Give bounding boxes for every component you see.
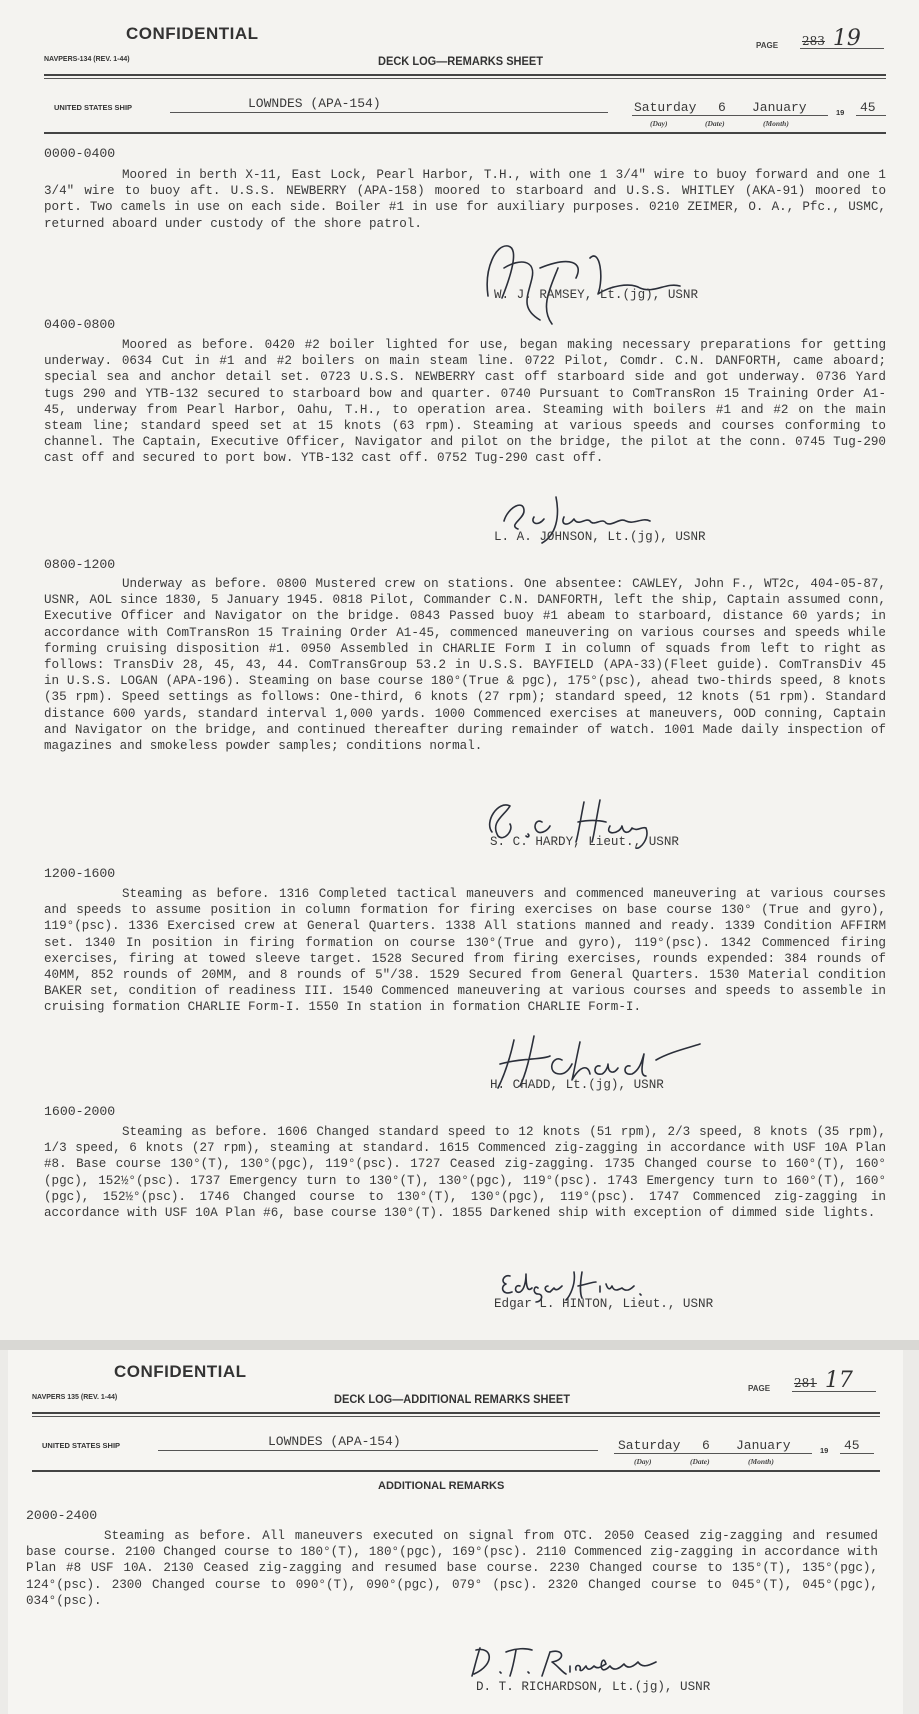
signer-name: Edgar L. HINTON, Lieut., USNR: [494, 1297, 714, 1311]
date-line: [632, 115, 828, 116]
log-date: 6: [718, 100, 726, 115]
year-line: [840, 1453, 874, 1454]
month-caption: (Month): [763, 119, 789, 128]
page-number-new: 17: [824, 1368, 853, 1393]
page-label: PAGE: [756, 41, 779, 50]
confidential-label: CONFIDENTIAL: [114, 1362, 247, 1381]
log-entry: Moored as before. 0420 #2 boiler lighted for use, began making necessary preparations for getting underway. 0634 Cut in #1 and #2 boilers on main steam line. 0722 Pilot, Comdr. C.N. DANFORTH, came aboard; special sea and anchor detail set. 0723 U.S.S. NEWBERRY cast off starboard side and got underway. 0736 Yard tugs 290 and YTB-132 secured to starboard bow and quarter. 0740 Pursuant to ComTransRon 15 Training Order A1-45, underway from Pearl Harbor, Oahu, T.H., to operation area. Steaming with boilers #1 and #2 on the main steam line; standard speed set at 15 knots (63 rpm). Steaming at various speeds and courses conforming to channel. The Captain, Executive Officer, Navigator and pilot on the bridge, the pilot at the conn. 0745 Tug-290 cast off and secured to port bow. YTB-132 cast off. 0752 Tug-290 cast off.: [44, 338, 886, 466]
page-line: [792, 1391, 876, 1392]
log-year: 45: [844, 1438, 860, 1453]
log-entry: Steaming as before. All maneuvers executed on signal from OTC. 2050 Ceased zig-zagging and resumed base course. 2100 Changed course to 180°(T), 180°(pgc), 169°(psc). 2110 Commenced zig-zagging in accordance with Plan #8 USF 10A. 2130 Ceased zig-zagging and resumed base course. 2230 Changed course to 135°(T), 135°(pgc), 124°(psc). 2300 Changed course to 090°(T), 090°(pgc), 079° (psc). 2320 Changed course to 045°(T), 045°(pgc), 034°(psc).: [26, 1529, 878, 1608]
page-number-old: 281: [794, 1376, 817, 1390]
log-entry: Moored in berth X-11, East Lock, Pearl Harbor, T.H., with one 1 3/4" wire to buoy forward and one 1 3/4" wire to buoy aft. U.S.S. NEWBERRY (APA-158) moored to starboard and U.S.S. WHITLEY (AKA-91) moored to port. Two camels in use on each side. Boiler #1 in use for auxiliary purposes. 0210 ZEIMER, O. A., Pfc., USMC, returned aboard under custody of the shore patrol.: [44, 168, 886, 231]
date-caption: (Date): [705, 119, 725, 128]
log-day: Saturday: [618, 1438, 681, 1453]
log-year: 45: [860, 100, 876, 115]
watch-heading: 2000-2400: [26, 1508, 98, 1523]
ship-label: UNITED STATES SHIP: [54, 103, 133, 112]
signer-name: D. T. RICHARDSON, Lt.(jg), USNR: [476, 1680, 711, 1694]
year-prefix: 19: [836, 108, 845, 117]
confidential-label: CONFIDENTIAL: [126, 24, 259, 43]
signer-name: S. C. HARDY, Lieut., USNR: [490, 835, 679, 849]
form-number: NAVPERS-134 (REV. 1-44): [44, 56, 130, 63]
page-number-old: 283: [802, 34, 825, 48]
log-day: Saturday: [634, 100, 697, 115]
date-rule: [44, 132, 886, 134]
watch-heading: 0800-1200: [44, 557, 116, 572]
signature-richardson: [466, 1640, 666, 1684]
ship-line: [158, 1450, 598, 1451]
date-rule: [32, 1470, 880, 1472]
month-caption: (Month): [748, 1457, 774, 1466]
page-number-new: 19: [832, 26, 861, 51]
day-caption: (Day): [650, 119, 668, 128]
ship-name: LOWNDES (APA-154): [268, 1434, 401, 1449]
year-line: [856, 115, 886, 116]
ship-line: [170, 112, 608, 113]
year-prefix: 19: [820, 1446, 829, 1455]
header-rule-thin: [44, 78, 886, 79]
log-month: January: [752, 100, 807, 115]
section-heading: ADDITIONAL REMARKS: [378, 1480, 505, 1492]
page-number: [794, 1368, 853, 1393]
page-label: PAGE: [748, 1384, 771, 1393]
log-entry: Steaming as before. 1606 Changed standard speed to 12 knots (51 rpm), 2/3 speed, 8 knots (35 rpm), 1/3 speed, 6 knots (27 rpm), steaming at standard. 1615 Commenced zig-zagging in accordance with USF 10A Plan #8. Base course 130°(T), 130°(pgc), 119°(psc). 1727 Ceased zig-zagging. 1735 Changed course to 160°(T), 160°(pgc), 152½°(psc). 1737 Emergency turn to 130°(T), 130°(pgc), 119°(psc). 1743 Emergency turn to 160°(T), 160°(pgc), 152½°(psc). 1746 Changed course to 130°(T), 130°(pgc), 119°(psc). 1747 Commenced zig-zagging in accordance with USF 10A Plan #6, base course 130°(T). 1855 Darkened ship with exception of dimmed side lights.: [44, 1125, 886, 1221]
watch-heading: 0000-0400: [44, 146, 116, 161]
watch-heading: 1200-1600: [44, 866, 116, 881]
sheet-title: DECK LOG—ADDITIONAL REMARKS SHEET: [334, 1392, 570, 1406]
signer-name: W. J. RAMSEY, Lt.(jg), USNR: [494, 288, 699, 302]
header-rule-thin: [32, 1416, 880, 1417]
log-entry: Steaming as before. 1316 Completed tactical maneuvers and commenced maneuvering at various courses and speeds to assume position in column formation for firing exercises on base course 130° (True and gyro), 119°(psc). 1336 Exercised crew at General Quarters. 1338 All stations manned and ready. 1339 Condition AFFIRM set. 1340 In position in firing formation on course 130°(True and gyro), 119°(psc). 1342 Commenced firing exercises, firing at towed sleeve target. 1528 Secured from firing exercises, rounds expended: 384 rounds of 40MM, 852 rounds of 20MM, and 8 rounds of 5"/38. 1529 Secured from General Quarters. 1530 Material condition BAKER set, condition of readiness III. 1540 Commenced maneuvering at various courses and speeds to assemble in cruising formation CHARLIE Form-I. 1550 In station in formation CHARLIE Form-I.: [44, 887, 886, 1015]
signer-name: H. CHADD, Lt.(jg), USNR: [490, 1078, 664, 1092]
signer-name: L. A. JOHNSON, Lt.(jg), USNR: [494, 530, 706, 544]
ship-name: LOWNDES (APA-154): [248, 96, 381, 111]
date-caption: (Date): [690, 1457, 710, 1466]
header-rule: [32, 1412, 880, 1414]
ship-label: UNITED STATES SHIP: [42, 1441, 121, 1450]
date-line: [614, 1453, 812, 1454]
additional-remarks-sheet: [8, 1350, 903, 1714]
watch-heading: 1600-2000: [44, 1104, 116, 1119]
page-separator: [0, 1340, 919, 1350]
signature-ramsey: [480, 238, 720, 328]
log-date: 6: [702, 1438, 710, 1453]
header-rule: [44, 74, 886, 76]
form-number: NAVPERS 135 (REV. 1-44): [32, 1394, 118, 1401]
day-caption: (Day): [634, 1457, 652, 1466]
log-month: January: [736, 1438, 791, 1453]
watch-heading: 0400-0800: [44, 317, 116, 332]
page-line: [800, 48, 884, 49]
sheet-title: DECK LOG—REMARKS SHEET: [378, 54, 543, 68]
log-entry: Underway as before. 0800 Mustered crew on stations. One absentee: CAWLEY, John F., WT2c, 404-05-87, USNR, AOL since 1830, 5 January 1945. 0818 Pilot, Commander C.N. DANFORTH, left the ship, Captain assumed conn, Executive Officer and Navigator on the bridge. 0843 Passed buoy #1 abeam to starboard, distance 60 yards; in accordance with ComTransRon 15 Training Order A1-45, commenced maneuvering on various courses and speeds while forming cruising disposition #1. 0950 Assembled in CHARLIE Form I in column of squads from left to right as follows: TransDiv 28, 45, 43, 44. ComTransGroup 53.2 in U.S.S. BAYFIELD (APA-33)(Fleet guide). ComTransDiv 45 in U.S.S. LOGAN (APA-196). Steaming on base course 180°(True & pgc), 175°(psc), ahead two-thirds speed, 8 knots (35 rpm). Speed settings as follows: One-third, 6 knots (27 rpm); standard speed, 12 knots (51 rpm). Standard distance 600 yards, standard interval 1,000 yards. 1000 Commenced exercises at maneuvers, OOD conning, Captain and Navigator on the bridge, and continued thereafter during remainder of watch. 1001 Made daily inspection of magazines and smokeless powder samples; conditions normal.: [44, 577, 886, 754]
